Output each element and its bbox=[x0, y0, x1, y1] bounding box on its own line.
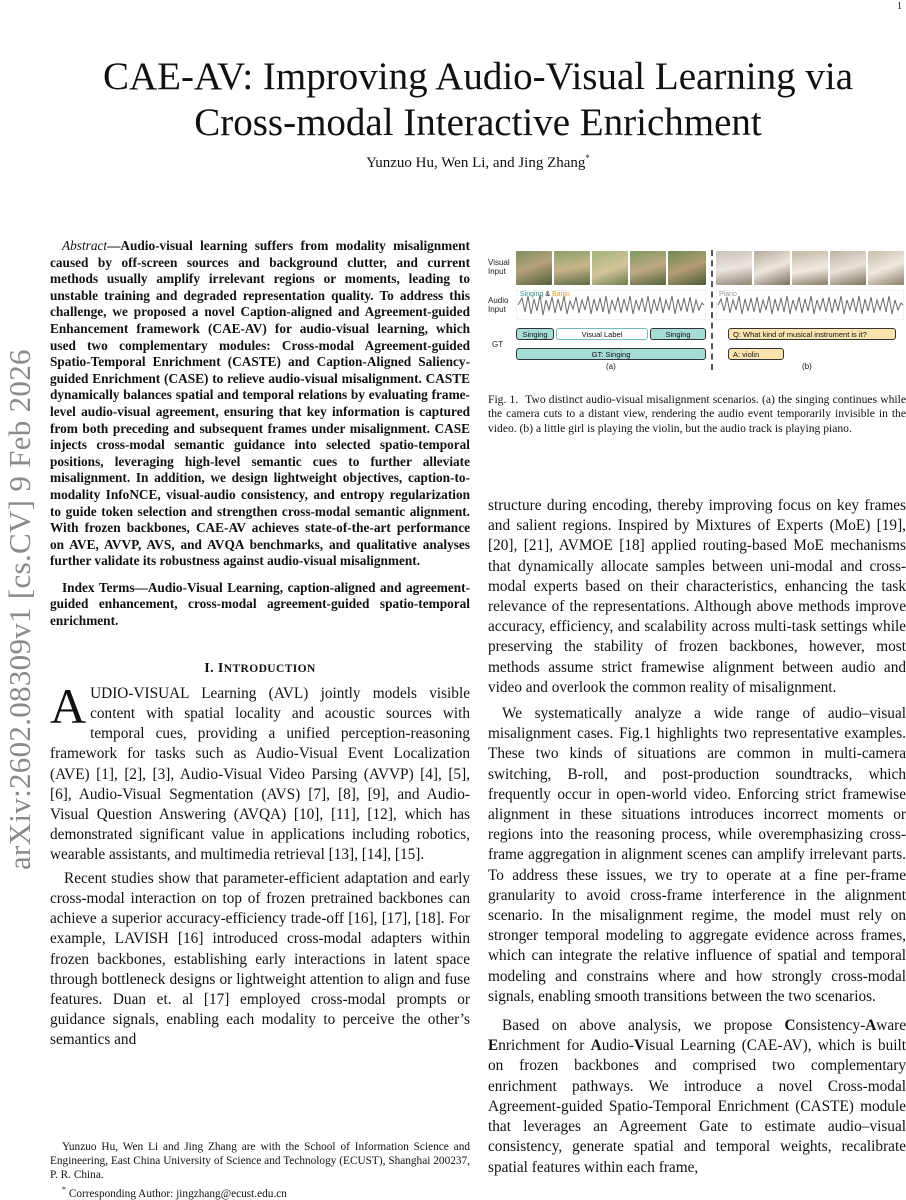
corresponding-email[interactable]: Corresponding Author: jingzhang@ecust.edu.cn bbox=[68, 1187, 287, 1200]
arxiv-identifier[interactable]: arXiv:2602.08309v1 [cs.CV] 9 Feb 2026 bbox=[2, 349, 37, 871]
index-terms-lead: Index Terms bbox=[62, 579, 135, 595]
footnote-star: * bbox=[62, 1184, 66, 1194]
label-visual-line1: Visual bbox=[488, 258, 510, 267]
frame-a5 bbox=[668, 251, 706, 285]
frame-b3 bbox=[792, 251, 828, 285]
index-terms-body: —Audio-Visual Learning, caption-aligned and agreement-guided enhancement, cross-modal agreement-guided spatio-temporal enrichment. bbox=[50, 579, 470, 629]
tag-amp: & bbox=[545, 291, 550, 298]
subfigure-label-b: (b) bbox=[802, 362, 812, 371]
frame-b2 bbox=[754, 251, 790, 285]
p3-a-rest: ware bbox=[876, 1017, 906, 1035]
figure-1-caption-text: Two distinct audio-visual misalignment scenarios. (a) the singing continues while the camera cuts to a distant view, rendering the audio event temporarily invisible in the video. (b) a little girl is playing the violin, but the audio track is playing piano. bbox=[488, 393, 906, 435]
corresponding-marker: * bbox=[585, 153, 590, 163]
gt-visual-label: Visual Label bbox=[556, 328, 648, 340]
p3-bold-a: A bbox=[865, 1017, 877, 1035]
right-paragraph-2: We systematically analyze a wide range of audio–visual misalignment cases. Fig.1 highlights two representative examples. These two kinds of situations are common in multi-camera switching, B-roll, and post-production soundtracks, which frequently occur in open-world video. Enforcing strict framewise alignment in these situations introduces incorrect moments or regions into the reasoning process, while overemphasizing cross-frame aggregation in alignment scenes can amplify irrelevant parts. To address these issues, we try to operate at a fine per-frame granularity to avoid cross-frame interference in the alignment scenario. In the misalignment regime, the model must rely on stronger temporal modeling to aggregate evidence across frames, which can integrate the relative influence of spatial and temporal modeling and constrains where and how strongly cross-modal signals, enabling smooth transitions between the two scenarios. bbox=[488, 705, 906, 1005]
tag-singing-banjo bbox=[520, 291, 570, 298]
frame-a1 bbox=[516, 251, 552, 285]
author-list bbox=[60, 153, 896, 172]
right-column bbox=[488, 496, 906, 1181]
label-audio-input bbox=[488, 296, 508, 314]
label-gt: GT bbox=[492, 340, 504, 349]
frame-a2 bbox=[554, 251, 590, 285]
p3-pre: Based on above analysis, we propose bbox=[502, 1017, 785, 1035]
author-names: Yunzuo Hu, Wen Li, and Jing Zhang bbox=[366, 155, 586, 171]
gt-singing-right: Singing bbox=[650, 328, 706, 340]
drop-cap: A bbox=[50, 677, 87, 734]
subfigure-label-a: (a) bbox=[606, 362, 616, 371]
tag-singing: Singing bbox=[520, 291, 544, 298]
intro-paragraph-1 bbox=[50, 677, 470, 866]
p3-a2-rest: udio- bbox=[601, 1037, 634, 1055]
section-title-rest: NTRODUCTION bbox=[223, 662, 316, 675]
label-audio-line2: Input bbox=[488, 305, 506, 314]
abstract-body: —Audio-visual learning suffers from modality misalignment caused by off-screen sources and background clutter, and current methods usually amplify irrelevant regions or moments, leading to unstable training and degraded representation quality. To address this challenge, we proposed a novel Caption-aligned and Agreement-guided Enhancement framework (CAE-AV) for audio-visual learning, which used two complementary modules: Cross-modal Agreement-guided Spatio-Temporal Enrichment (CASTE) and Caption-Aligned Saliency-guided Enrichment (CASE) to relieve audio-visual misalignment. CASTE dynamically balances spatial and temporal relations by evaluating frame-level audio-visual agreement, ensuring that key information is captured from both preceding and subsequent frames under misalignment. CASE injects cross-modal semantic guidance into selected spatio-temporal positions, leveraging high-level semantic cues to further alleviate misalignment. In addition, we design lightweight objectives, caption-to-modality InfoNCE, visual-audio consistency, and entropy regularization to guide token selection and strengthen cross-modal semantic alignment. With frozen backbones, CAE-AV achieves state-of-the-art performance on AVE, AVVP, AVS, and AVQA benchmarks, and qualitative analyses further validate its robustness against audio-visual misalignment. bbox=[50, 238, 470, 569]
label-visual-line2: Input bbox=[488, 267, 506, 276]
audio-waveform-b bbox=[716, 290, 904, 320]
intro-paragraph-1-text: UDIO-VISUAL Learning (AVL) jointly models visible content with spatial locality and acoustic sources with temporal cues, providing a unified perception-reasoning framework for tasks such as Audio-Visual Event Localization (AVE) [1], [2], [3], Audio-Visual Video Parsing (AVVP) [4], [5], [6], Audio-Visual Segmentation (AVS) [7], [8], [9], and Audio-Visual Question Answering (AVQA) [10], [11], [12], which has demonstrated significant value in applications including robotics, wearable assistants, and multimedia retrieval [13], [14], [15]. bbox=[50, 684, 470, 864]
frame-a4 bbox=[630, 251, 666, 285]
p3-v-rest: isual Learning (CAE-AV), which is built on frozen backbones and comprised two complementary enrichment pathways. We introduce a novel Cross-modal Agreement-guided Spatio-Temporal Enrichment (CASTE) module that leverages an Agreement Gate to estimate audio–visual consistency, generate spatial and temporal weights, recalibrate spatial features within each frame, bbox=[488, 1037, 906, 1176]
right-paragraph-1: structure during encoding, thereby improving focus on key frames and salient regions. Inspired by Mixtures of Experts (MoE) [19], [20], [21], AVMOE [18] applied routing-based MoE mechanisms that dynamically allocate samples between uni-modal and cross-modal experts based on their characteristics, enhancing the task relevance of the representations. Although above methods improve accuracy, efficiency, and scalability across multi-task settings while preserving the stability of frozen backbones, however, most methods assume strict framewise alignment between audio and video and overlook the common reality of misalignment. bbox=[488, 497, 906, 696]
section-number: I. bbox=[204, 660, 215, 676]
tag-piano: Piano bbox=[719, 291, 737, 298]
frame-b4 bbox=[830, 251, 866, 285]
p3-e-rest: nrichment for bbox=[498, 1037, 591, 1055]
abstract-lead: Abstract bbox=[62, 238, 108, 253]
section-first-letter: I bbox=[217, 660, 224, 676]
gt-question: Q: What kind of musical instrument is it? bbox=[728, 328, 896, 340]
p3-bold-v: V bbox=[633, 1037, 646, 1055]
scenario-divider bbox=[711, 250, 713, 370]
intro-paragraph-2: Recent studies show that parameter-efficient adaptation and early cross-modal interaction on top of frozen pretrained backbones can achieve a superior accuracy-efficiency trade-off [16], [17], [18]. For example, LAVISH [16] introduced cross-modal adapters within frozen backbones, establishing early interactions in latent space through bottleneck designs or lightweight attention to align and fuse features. Duan et. al [17] employed cross-modal prompts or guidance signals, enabling each modality to perceive the other’s semantics and bbox=[50, 869, 470, 1049]
figure-1-label: Fig. 1. bbox=[488, 393, 519, 406]
abstract bbox=[50, 238, 470, 570]
tag-banjo: Banjo bbox=[551, 291, 570, 298]
page-number: 1 bbox=[897, 1, 902, 12]
figure-1-caption bbox=[488, 393, 906, 436]
footnote-corresponding bbox=[50, 1183, 470, 1200]
p3-bold-c: C bbox=[784, 1017, 796, 1035]
p3-bold-e: E bbox=[488, 1037, 499, 1055]
frame-b5 bbox=[868, 251, 904, 285]
footnote-affiliation: Yunzuo Hu, Wen Li and Jing Zhang are with the School of Information Science and Engineering, East China University of Science and Technology (ECUST), Shanghai 200237, P. R. China. bbox=[50, 1141, 470, 1182]
frame-b1 bbox=[716, 251, 752, 285]
paper-title: CAE-AV: Improving Audio-Visual Learning via Cross-modal Interactive Enrichment bbox=[102, 55, 854, 144]
right-paragraph-3 bbox=[488, 1016, 906, 1178]
p3-c-rest: onsistency- bbox=[795, 1017, 866, 1035]
p3-bold-a2: A bbox=[590, 1037, 602, 1055]
section-heading-introduction bbox=[50, 659, 470, 679]
index-terms bbox=[50, 580, 470, 630]
footnote bbox=[50, 1140, 470, 1200]
gt-singing-overall: GT: Singing bbox=[516, 348, 706, 360]
left-column bbox=[50, 238, 470, 1054]
label-audio-line1: Audio bbox=[488, 296, 509, 305]
gt-singing-left: Singing bbox=[516, 328, 554, 340]
frame-a3 bbox=[592, 251, 628, 285]
gt-answer: A: violin bbox=[728, 348, 784, 360]
label-visual-input bbox=[488, 258, 510, 276]
